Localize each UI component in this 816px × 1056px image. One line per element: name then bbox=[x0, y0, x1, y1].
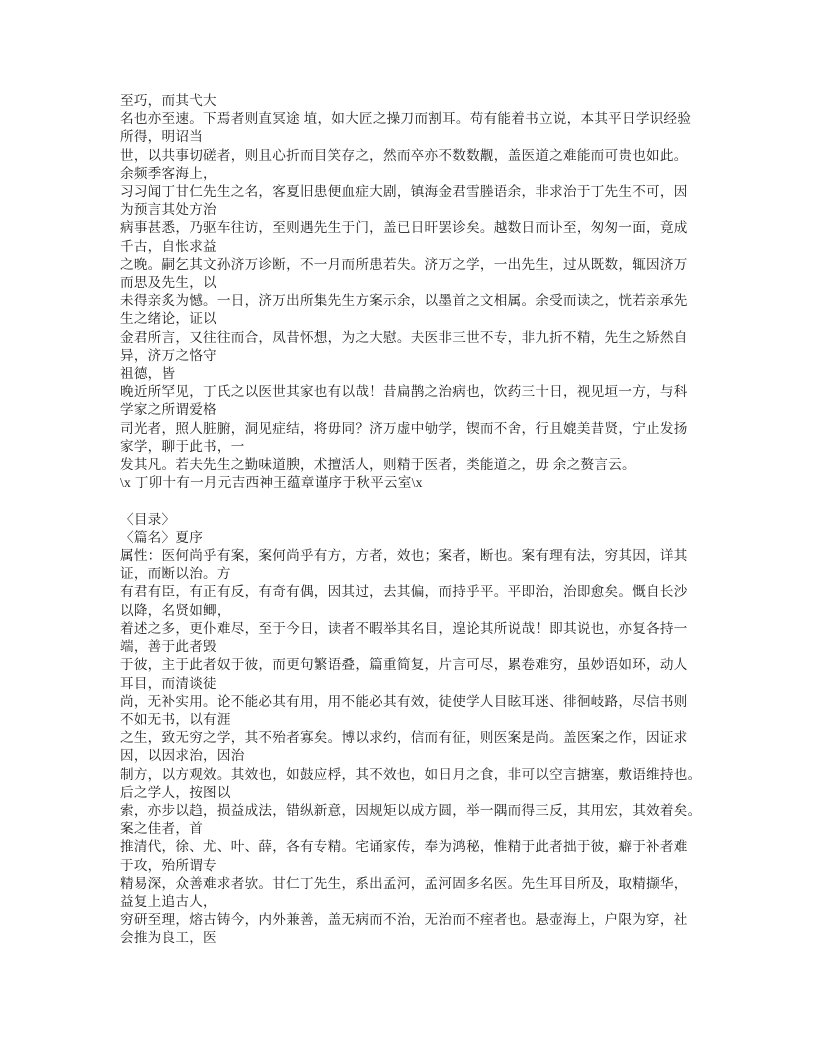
text-line: 穷研至理，熔古铸今，内外兼善，盖无病而不治，无治而不痓者也。悬壶海上，户限为穿，社 bbox=[120, 912, 688, 928]
text-line: 所得，明诏当 bbox=[120, 129, 204, 145]
text-line: 习习闻丁甘仁先生之名，客夏旧患便血症大剧，镇海金君雪塍语余，非求治于丁先生不可，因 bbox=[120, 184, 688, 200]
text-line: 金君所言，又往往而合，凤昔怀想，为之大慰。夫医非三世不专，非九折不精，先生之矫然自 bbox=[120, 329, 688, 345]
text-line: 因，以因求治，因治 bbox=[120, 748, 245, 764]
text-line: 案之佳者，首 bbox=[120, 821, 204, 837]
text-line: 而思及先生，以 bbox=[120, 275, 217, 291]
text-line: 司光者，照人脏腑，洞见症结，将毋同？济万虚中劬学，锲而不舍，行且媲美昔贤，宁止发扬 bbox=[120, 420, 688, 436]
text-line: 端，善于此者毁 bbox=[120, 639, 217, 655]
text-line: 于彼，主于此者奴于彼，而更句繁语叠，篇重简复，片言可尽，累卷难穷，虽妙语如环，动人 bbox=[120, 657, 688, 673]
text-line: 〈篇名〉夏序 bbox=[120, 529, 204, 545]
text-line: 尚，无补实用。论不能必其有用，用不能必其有效，徒使学人目眩耳迷、徘徊岐路，尽信书则 bbox=[120, 693, 688, 709]
text-line: \x 丁卯十有一月元吉西神王蕴章谨序于秋平云室\x bbox=[120, 475, 423, 491]
text-line: 世，以共事切磋者，则且心折而目笑存之，然而卒亦不数数觏，盖医道之难能而可贵也如此。 bbox=[120, 147, 688, 163]
text-line: 〈目录〉 bbox=[120, 511, 176, 527]
text-line: 会推为良工，医 bbox=[120, 930, 217, 946]
text-line: 不如无书，以有涯 bbox=[120, 711, 231, 727]
text-line: 之生，致无穷之学，其不殆者寡矣。博以求约，信而有征，则医案是尚。盖医案之作，因证求 bbox=[120, 730, 688, 746]
text-line: 有君有臣，有正有反，有奇有偶，因其过，去其偏，而持乎平。平即治，治即愈矣。慨自长沙 bbox=[120, 584, 688, 600]
text-line: 名也亦至速。下焉者则直冥途 埴，如大匠之操刀而割耳。苟有能着书立说，本其平日学识经验 bbox=[120, 111, 692, 127]
text-line: 发其凡。若夫先生之勤味道腴，术擅活人，则精于医者，类能道之，毋 余之赘言云。 bbox=[120, 457, 636, 473]
text-line: 之晚。嗣乞其文孙济万诊断，不一月而所患若失。济万之学，一出先生，过从既数，辄因济万 bbox=[120, 256, 688, 272]
text-line: 为预言其处方治 bbox=[120, 202, 217, 218]
text-block bbox=[120, 92, 712, 948]
text-line: 病事甚悉，乃驱车往访，至则遇先生于门，盖已日旰罢诊矣。越数日而讣至，匆匆一面，竟成 bbox=[120, 220, 688, 236]
text-line: 家学，聊于此书，一 bbox=[120, 438, 245, 454]
text-line: 属性：医何尚乎有案，案何尚乎有方，方者，效也；案者，断也。案有理有法，穷其因，详其 bbox=[120, 548, 688, 564]
text-line: 异，济万之恪守 bbox=[120, 347, 217, 363]
text-line: 学家之所谓爱格 bbox=[120, 402, 217, 418]
text-line: 证，而断以治。方 bbox=[120, 566, 231, 582]
text-line: 推清代，徐、尤、叶、薛，各有专精。宅诵家传，奉为鸿秘，惟精于此者拙于彼，癖于补者难 bbox=[120, 839, 688, 855]
text-line: 千古，自怅求益 bbox=[120, 238, 217, 254]
text-line: 以降，名贤如鲫， bbox=[120, 602, 231, 618]
text-line bbox=[120, 492, 712, 510]
text-line: 晚近所罕见，丁氏之以医世其家也有以哉！昔扁鹊之治病也，饮药三十日，视见垣一方，与科 bbox=[120, 384, 688, 400]
text-line: 未得亲炙为憾。一日，济万出所集先生方案示余，以墨首之文相属。余受而读之，恍若亲承先 bbox=[120, 293, 688, 309]
text-line: 索，亦步以趋，损益成法，错纵新意，因规矩以成方圆，举一隅而得三反，其用宏，其效着矣。 bbox=[120, 802, 702, 818]
text-line: 余频季客海上， bbox=[120, 165, 217, 181]
text-line: 于攻，殆所谓专 bbox=[120, 857, 217, 873]
text-line: 制方，以方观效。其效也，如鼓应桴，其不效也，如日月之食，非可以空言搪塞，敷语维持也。 bbox=[120, 766, 702, 782]
text-line: 生之绪论，证以 bbox=[120, 311, 217, 327]
text-line: 精易深，众善难求者欤。甘仁丁先生，系出孟河，孟河固多名医。先生耳目所及，取精撷华， bbox=[120, 875, 688, 891]
text-line: 益复上追古人， bbox=[120, 893, 217, 909]
text-line: 着述之多，更仆难尽，至于今日，读者不暇举其名目，遑论其所说哉！即其说也，亦复各持一 bbox=[120, 620, 688, 636]
text-line: 耳目，而清谈徒 bbox=[120, 675, 217, 691]
text-line: 后之学人，按图以 bbox=[120, 784, 231, 800]
text-line: 祖德，皆 bbox=[120, 366, 176, 382]
text-line: 至巧，而其弋大 bbox=[120, 93, 217, 108]
